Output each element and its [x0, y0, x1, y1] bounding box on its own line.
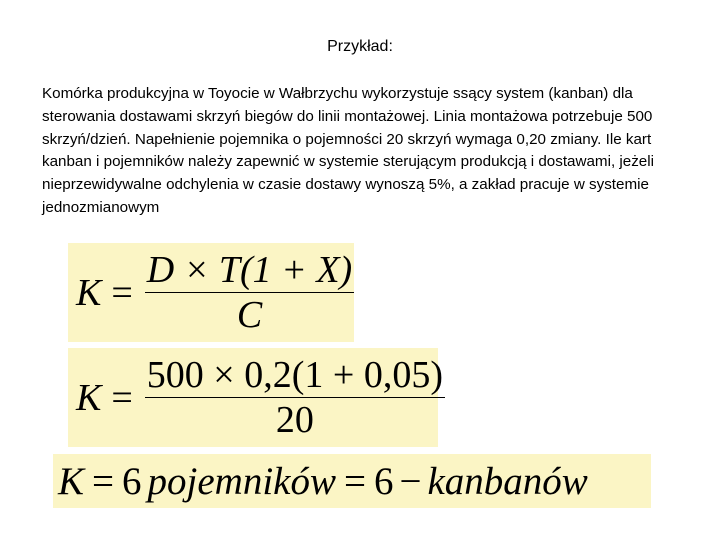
- formula-general: [68, 243, 354, 342]
- fraction-numerator: 500 × 0,2(1 + 0,05): [146, 353, 443, 396]
- fraction: [145, 248, 354, 337]
- slide-title: Przykład:: [327, 38, 393, 55]
- result-value-kanbans: 6: [373, 459, 394, 503]
- fraction-denominator: C: [236, 294, 263, 337]
- result-unit-kanbans: kanbanów: [427, 459, 588, 503]
- formula-substituted: [68, 348, 443, 447]
- equals-sign: =: [343, 459, 366, 503]
- formula-lhs: K: [76, 271, 102, 314]
- result-value-containers: 6: [122, 459, 142, 503]
- fraction-numerator: D × T(1 + X): [146, 248, 353, 291]
- formula-lhs: K: [76, 376, 102, 419]
- equals-sign: =: [111, 271, 133, 314]
- fraction: [145, 353, 445, 442]
- formula-lhs: K: [58, 459, 85, 503]
- formula-result: [53, 454, 651, 508]
- minus-sign: −: [399, 459, 422, 503]
- equals-sign: =: [111, 376, 133, 419]
- equals-sign: =: [92, 459, 115, 503]
- result-unit-containers: pojemników: [147, 459, 336, 503]
- fraction-denominator: 20: [275, 399, 314, 442]
- problem-statement: Komórka produkcyjna w Toyocie w Wałbrzychu wykorzystuje ssący system (kanban) dla sterowania dostawami skrzyń biegów do linii montażowej. Linia montażowa potrzebuje 500 skrzyń/dzień. Napełnienie pojemnika o pojemności 20 skrzyń wymaga 0,20 zmiany. Ile kart kanban i pojemników należy zapewnić w systemie sterującym produkcją i dostawami, jeżeli nieprzewidywalne odchylenia w czasie dostawy wynoszą 5%, a zakład pracuje w systemie jednozmianowym: [42, 85, 654, 216]
